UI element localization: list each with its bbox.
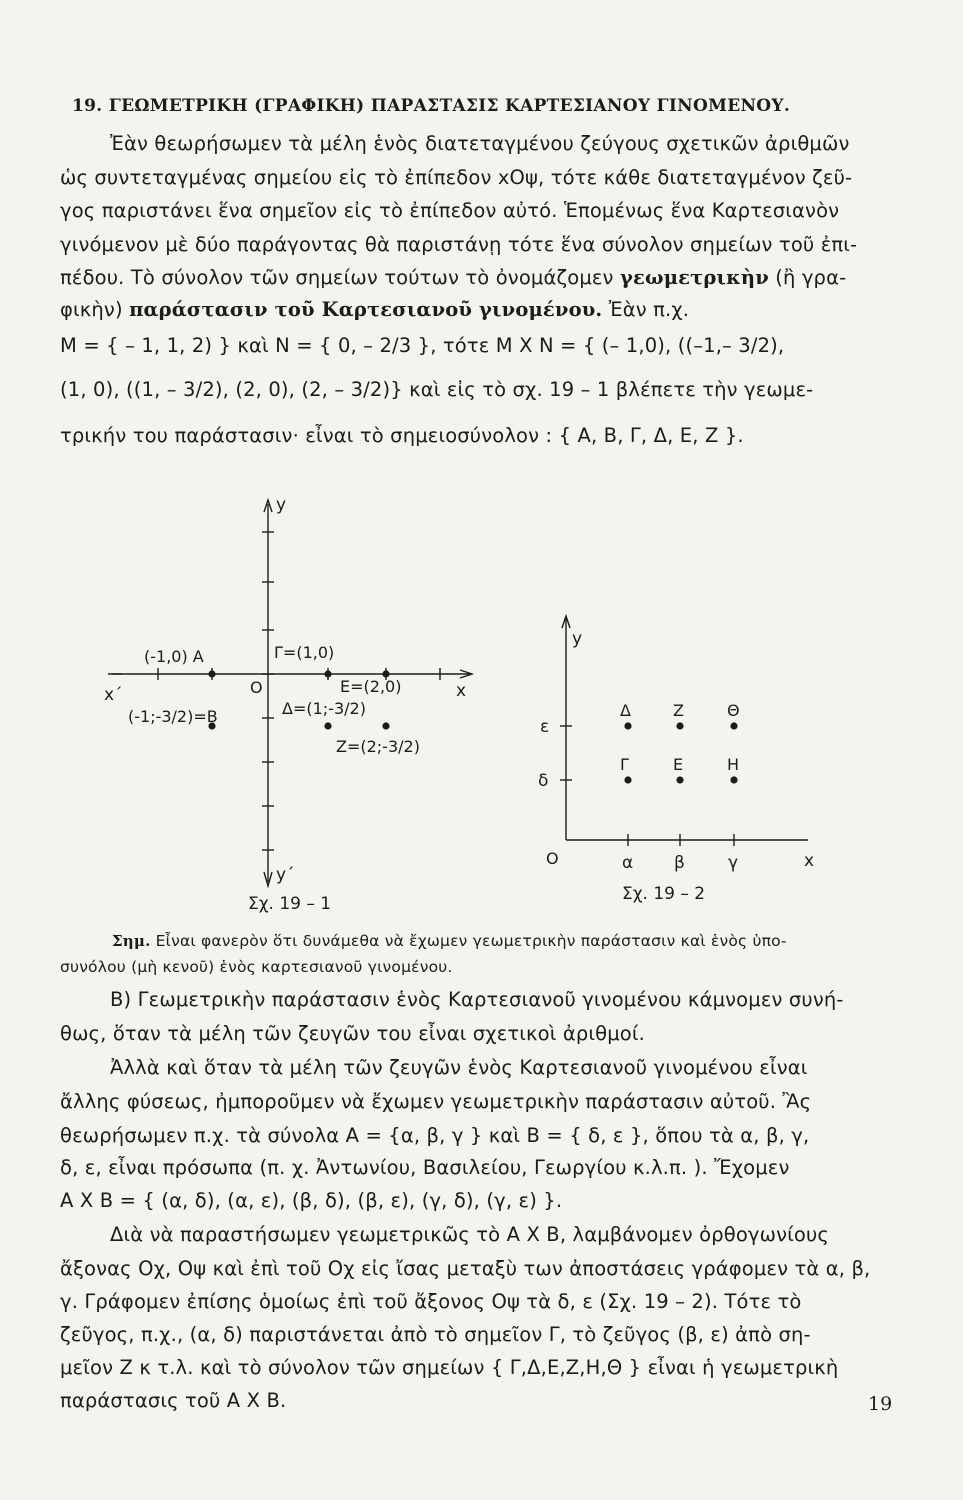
origin-label: O — [546, 849, 559, 868]
formula-line: (1, 0), ((1, – 3/2), (2, 0), (2, – 3/2)} καὶ εἰς τὸ σχ. 19 – 1 βλέπετε τὴν γεωμε- — [60, 378, 814, 401]
paragraph-line: ὡς συντεταγμένας σημείου εἰς τὸ ἐπίπεδον xOψ, τότε κάθε διατεταγμένον ζεῦ- — [60, 166, 853, 189]
text-run: πέδου. Τὸ σύνολον τῶν σημείων τούτων τὸ ὀνομάζομεν — [60, 266, 614, 289]
paragraph-line: A X B = { (α, δ), (α, ε), (β, δ), (β, ε), (γ, δ), (γ, ε) }. — [60, 1189, 563, 1212]
point-Delta-label: Δ — [620, 701, 631, 720]
point-A-label: (-1,0) A — [144, 647, 204, 666]
paragraph-line: γος παριστάνει ἕνα σημεῖον εἰς τὸ ἐπίπεδον αὐτό. Ἑπομένως ἕνα Καρτεσιανὸν — [60, 199, 840, 222]
text-run: (ἢ γρα- — [775, 266, 847, 289]
x-axis-label: x — [456, 681, 467, 701]
section-heading: 19. ΓΕΩΜΕΤΡΙΚΗ (ΓΡΑΦΙΚΗ) ΠΑΡΑΣΤΑΣΙΣ ΚΑΡΤΕΣΙΑΝΟΥ ΓΙΝΟΜΕΝΟΥ. — [72, 96, 791, 116]
text-run: Ἐὰν π.χ. — [608, 298, 690, 321]
point-Theta-label: Θ — [727, 701, 740, 720]
point-G — [324, 670, 331, 677]
text-run: Εἶναι φανερὸν ὅτι δυνάμεθα νὰ ἔχωμεν γεωμετρικὴν παράστασιν καὶ ἑνὸς ὑπο- — [155, 932, 787, 950]
figure-19-1 — [100, 490, 520, 920]
x-tick-label: α — [622, 853, 634, 873]
paragraph-line: Διὰ νὰ παραστήσωμεν γεωμετρικῶς τὸ A X B, λαμβάνομεν ὀρθογωνίους — [110, 1223, 829, 1246]
y-axis-label: y — [572, 629, 583, 649]
paragraph-line: τρικήν του παράστασιν· εἶναι τὸ σημειοσύνολον : { A, B, Γ, Δ, E, Z }. — [60, 424, 744, 447]
point-Z-label: Z — [673, 701, 684, 720]
point-E-label: E=(2,0) — [340, 677, 402, 696]
paragraph-line — [60, 298, 910, 321]
note-label: Σημ. — [112, 932, 151, 950]
paragraph-line: δ, ε, εἶναι πρόσωπα (π. χ. Ἀντωνίου, Βασιλείου, Γεωργίου κ.λ.π. ). Ἔχομεν — [60, 1156, 790, 1179]
bold-term: παράστασιν τοῦ Καρτεσιανοῦ γινομένου. — [129, 298, 603, 321]
point-Z-label: Z=(2;-3/2) — [336, 737, 420, 756]
note-line — [112, 932, 962, 950]
paragraph-line: θεωρήσωμεν π.χ. τὰ σύνολα A = {α, β, γ } καὶ B = { δ, ε }, ὅπου τὰ α, β, γ, — [60, 1124, 810, 1147]
point-Gamma — [624, 776, 631, 783]
y-neg-axis-label: y΄ — [276, 865, 295, 885]
point-H-label: H — [727, 755, 740, 774]
figure-19-1-caption: Σχ. 19 – 1 — [248, 894, 332, 914]
note-line: συνόλου (μὴ κενοῦ) ἑνὸς καρτεσιανοῦ γινομένου. — [60, 958, 453, 976]
y-tick-label: δ — [538, 771, 549, 791]
x-tick-label: β — [674, 853, 685, 873]
x-tick-label: γ — [728, 853, 739, 873]
paragraph-line: γινόμενον μὲ δύο παράγοντας θὰ παριστάνῃ τότε ἕνα σύνολον σημείων τοῦ ἐπι- — [60, 233, 858, 256]
point-Gamma-label: Γ — [620, 755, 629, 774]
origin-label: O — [250, 678, 263, 697]
paragraph-line: μεῖον Z κ τ.λ. καὶ τὸ σύνολον τῶν σημείων { Γ,Δ,E,Z,H,Θ } εἶναι ἡ γεωμετρικὴ — [60, 1356, 839, 1379]
paragraph-line: Ἐὰν θεωρήσωμεν τὰ μέλη ἑνὸς διατεταγμένου ζεύγους σχετικῶν ἀριθμῶν — [110, 132, 850, 155]
point-H — [730, 776, 737, 783]
paragraph-line: θως, ὅταν τὰ μέλη τῶν ζευγῶν του εἶναι σχετικοὶ ἀριθμοί. — [60, 1022, 645, 1045]
point-Theta — [730, 722, 737, 729]
point-A — [208, 670, 215, 677]
y-axis-label: y — [276, 495, 287, 515]
paragraph-line: ἄλλης φύσεως, ἠμποροῦμεν νὰ ἔχωμεν γεωμετρικὴν παράστασιν αὐτοῦ. Ἂς — [60, 1090, 812, 1113]
paragraph-line: ἄξονας Οχ, Οψ καὶ ἐπὶ τοῦ Οχ εἰς ἴσας μεταξὺ των ἀποστάσεις γράφομεν τὰ α, β, — [60, 1257, 871, 1280]
point-Z — [382, 722, 389, 729]
paragraph-line: παράστασις τοῦ A X B. — [60, 1389, 287, 1412]
page-number: 19 — [868, 1393, 893, 1415]
point-Z — [676, 722, 683, 729]
y-tick-label: ε — [540, 717, 550, 737]
formula-line: M = { – 1, 1, 2) } καὶ N = { 0, – 2/3 }, τότε M X N = { (– 1,0), ((–1,– 3/2), — [60, 334, 785, 357]
paragraph-line: B) Γεωμετρικὴν παράστασιν ἑνὸς Καρτεσιανοῦ γινομένου κάμνομεν συνή- — [110, 988, 844, 1011]
figure-19-2-caption: Σχ. 19 – 2 — [622, 884, 706, 904]
point-G-label: Γ=(1,0) — [274, 643, 335, 662]
paragraph-line: Ἀλλὰ καὶ ὅταν τὰ μέλη τῶν ζευγῶν ἑνὸς Καρτεσιανοῦ γινομένου εἶναι — [110, 1056, 808, 1079]
paragraph-line: γ. Γράφομεν ἐπίσης ὁμοίως ἐπὶ τοῦ ἄξονος Οψ τὰ δ, ε (Σχ. 19 – 2). Τότε τὸ — [60, 1290, 802, 1313]
x-neg-axis-label: x΄ — [104, 685, 123, 705]
figure-19-2 — [520, 610, 850, 880]
x-axis-label: x — [804, 851, 815, 871]
text-run: φικὴν) — [60, 298, 123, 321]
paragraph-line — [60, 266, 910, 289]
point-B-label: (-1;-3/2)=B — [128, 707, 218, 726]
point-E-label: E — [673, 755, 684, 774]
point-D-label: Δ=(1;-3/2) — [282, 699, 366, 718]
point-Delta — [624, 722, 631, 729]
point-E — [676, 776, 683, 783]
paragraph-line: ζεῦγος, π.χ., (α, δ) παριστάνεται ἀπὸ τὸ σημεῖον Γ, τὸ ζεῦγος (β, ε) ἀπὸ ση- — [60, 1323, 811, 1346]
bold-term: γεωμετρικὴν — [619, 266, 769, 289]
point-D — [324, 722, 331, 729]
